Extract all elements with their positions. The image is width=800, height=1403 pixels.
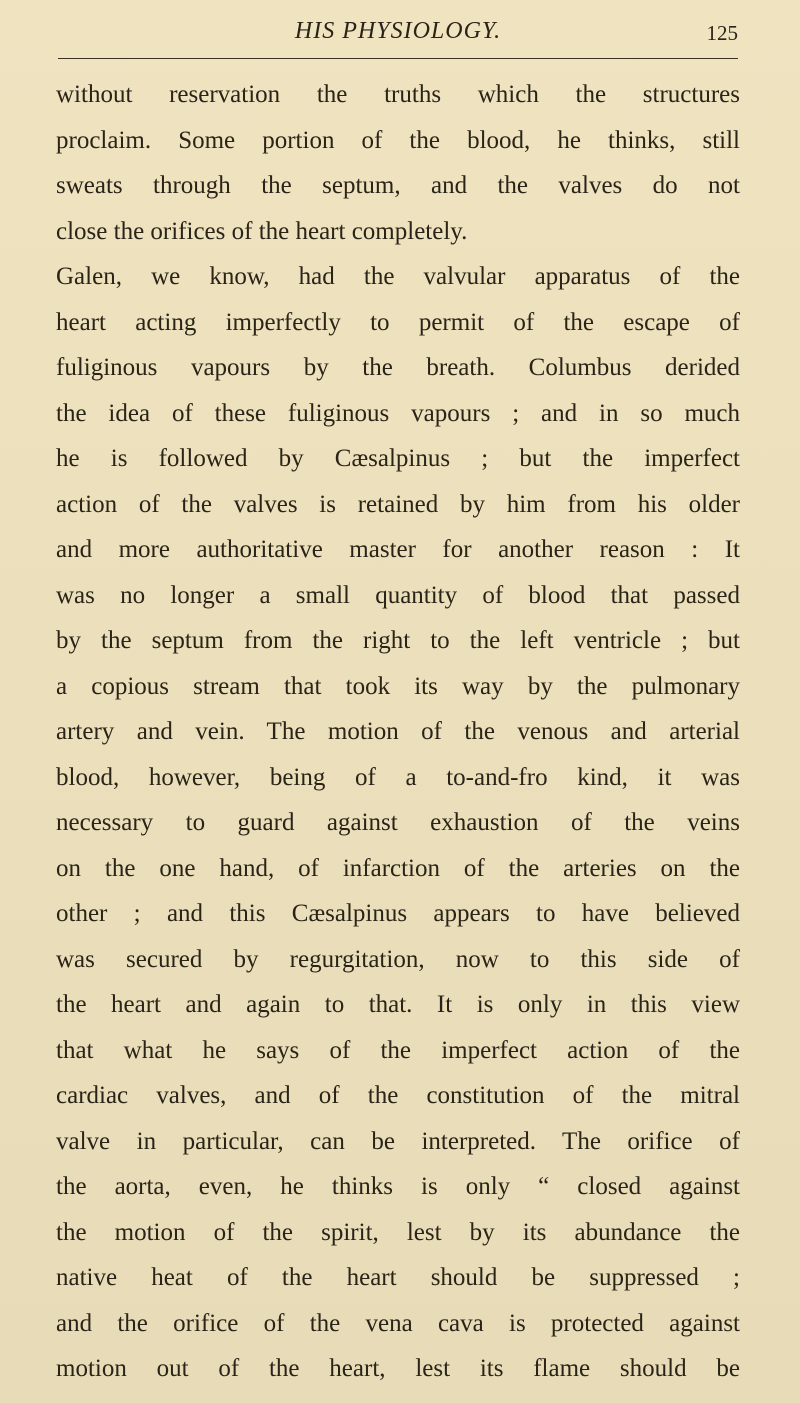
text-line: he is followed by Cæsalpinus ; but the imperfect bbox=[56, 445, 740, 472]
text-line: proclaim. Some portion of the blood, he thinks, still bbox=[56, 126, 740, 154]
text-line: sweats through the septum, and the valves do not bbox=[56, 172, 740, 199]
text-line: a copious stream that took its way by the pulmonary bbox=[56, 672, 740, 700]
text-line: valve in particular, can be interpreted. The orifice of bbox=[56, 1127, 740, 1155]
text-line: motion out of the heart, lest its flame should be bbox=[56, 1355, 740, 1382]
text-line: cardiac valves, and of the constitution of the mitral bbox=[56, 1082, 740, 1109]
text-line: by the septum from the right to the left ventricle ; but bbox=[56, 627, 740, 654]
text-line: and more authoritative master for another reason : It bbox=[56, 536, 740, 563]
text-line: without reservation the truths which the structures bbox=[56, 81, 740, 108]
text-line: action of the valves is retained by him from his older bbox=[56, 490, 740, 518]
text-line: Galen, we know, had the valvular apparatus of the bbox=[56, 263, 740, 290]
text-line: other ; and this Cæsalpinus appears to have believed bbox=[56, 900, 740, 927]
text-line: fuliginous vapours by the breath. Columbus derided bbox=[56, 354, 740, 381]
page-number: 125 bbox=[706, 21, 738, 45]
text-line: close the orifices of the heart completely. bbox=[56, 217, 468, 245]
text-line: was no longer a small quantity of blood that passed bbox=[56, 581, 740, 609]
text-line: artery and vein. The motion of the venous and arterial bbox=[56, 718, 740, 745]
text-line: and the orifice of the vena cava is protected against bbox=[56, 1309, 740, 1337]
text-line: that what he says of the imperfect action of the bbox=[56, 1036, 740, 1064]
header-rule bbox=[58, 58, 738, 59]
text-line: the aorta, even, he thinks is only “ closed against bbox=[56, 1173, 740, 1200]
text-line: the heart and again to that. It is only in this view bbox=[56, 991, 740, 1018]
running-head bbox=[58, 14, 738, 48]
text-line: blood, however, being of a to-and-fro kind, it was bbox=[56, 763, 740, 791]
running-head-title: HIS PHYSIOLOGY. bbox=[294, 18, 502, 44]
text-line: the motion of the spirit, lest by its abundance the bbox=[56, 1218, 740, 1246]
body-text bbox=[56, 72, 740, 1392]
text-line: was secured by regurgitation, now to this side of bbox=[56, 945, 740, 973]
text-line: on the one hand, of infarction of the arteries on the bbox=[56, 854, 740, 882]
text-line: the idea of these fuliginous vapours ; and in so much bbox=[56, 399, 740, 427]
text-line: native heat of the heart should be suppressed ; bbox=[56, 1264, 740, 1291]
text-line: heart acting imperfectly to permit of the escape of bbox=[56, 308, 740, 336]
text-line: necessary to guard against exhaustion of the veins bbox=[56, 809, 740, 836]
